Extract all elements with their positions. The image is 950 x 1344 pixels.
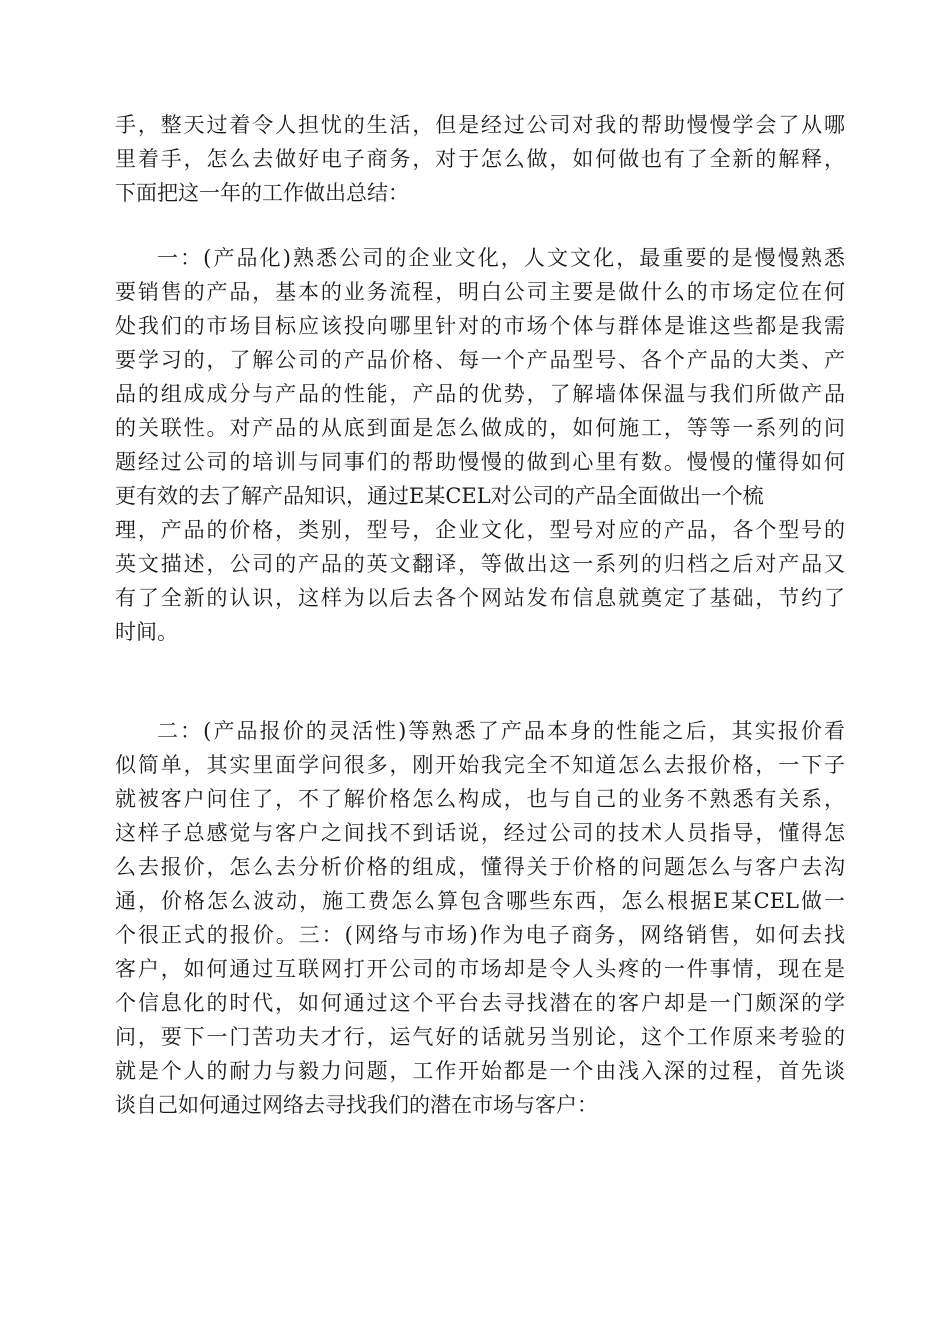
paragraph-line: 似简单，其实里面学问很多，刚开始我完全不知道怎么去报价格，一下子 (115, 753, 845, 777)
paragraph-line: 品的组成成分与产品的性能，产品的优势，了解墙体保温与我们所做产品 (115, 382, 845, 406)
paragraph-line: 个很正式的报价。三：(网络与市场)作为电子商务，网络销售，如何去找 (115, 923, 845, 947)
paragraph-line: 通，价格怎么波动，施工费怎么算包含哪些东西，怎么根据E某CEL做一 (115, 889, 845, 913)
paragraph-line: 一：(产品化)熟悉公司的企业文化，人文文化，最重要的是慢慢熟悉 (157, 246, 845, 270)
paragraph-line: 客户，如何通过互联网打开公司的市场却是令人头疼的一件事情，现在是 (115, 957, 845, 981)
paragraph-section-one (115, 241, 845, 649)
paragraph-line: 里着手，怎么去做好电子商务，对于怎么做，如何做也有了全新的解释， (115, 147, 845, 171)
paragraph-line: 问，要下一门苦功夫才行，运气好的话就另当别论，这个工作原来考验的 (115, 1025, 845, 1049)
paragraph-line: 要学习的，了解公司的产品价格、每一个产品型号、各个产品的大类、产 (115, 348, 845, 372)
paragraph-line: 就被客户问住了，不了解价格怎么构成，也与自己的业务不熟悉有关系， (115, 787, 845, 811)
paragraph-line: 么去报价，怎么去分析价格的组成，懂得关于价格的问题怎么与客户去沟 (115, 855, 845, 879)
paragraph-line: 有了全新的认识，这样为以后去各个网站发布信息就奠定了基础，节约了 (115, 586, 845, 610)
paragraph-line: 更有效的去了解产品知识，通过E某CEL对公司的产品全面做出一个梳 (115, 484, 764, 508)
paragraph-intro (115, 108, 845, 210)
paragraph-line: 时间。 (115, 620, 178, 644)
paragraph-line: 理，产品的价格，类别，型号，企业文化，型号对应的产品，各个型号的 (115, 518, 845, 542)
paragraph-line: 要销售的产品，基本的业务流程，明白公司主要是做什么的市场定位在何 (115, 280, 845, 304)
paragraph-line: 这样子总感觉与客户之间找不到话说，经过公司的技术人员指导，懂得怎 (115, 821, 845, 845)
paragraph-line: 个信息化的时代，如何通过这个平台去寻找潜在的客户却是一门颇深的学 (115, 991, 845, 1015)
paragraph-line: 的关联性。对产品的从底到面是怎么做成的，如何施工，等等一系列的问 (115, 416, 845, 440)
paragraph-line: 处我们的市场目标应该投向哪里针对的市场个体与群体是谁这些都是我需 (115, 314, 845, 338)
paragraph-line: 二：(产品报价的灵活性)等熟悉了产品本身的性能之后，其实报价看 (157, 719, 845, 743)
paragraph-line: 题经过公司的培训与同事们的帮助慢慢的做到心里有数。慢慢的懂得如何 (115, 450, 845, 474)
paragraph-line: 就是个人的耐力与毅力问题，工作开始都是一个由浅入深的过程，首先谈 (115, 1059, 845, 1083)
paragraph-line: 手，整天过着令人担忧的生活，但是经过公司对我的帮助慢慢学会了从哪 (115, 113, 845, 137)
paragraph-line: 谈自己如何通过网络去寻找我们的潜在市场与客户： (115, 1093, 598, 1117)
paragraph-section-two (115, 714, 845, 1122)
paragraph-line: 英文描述，公司的产品的英文翻译，等做出这一系列的归档之后对产品又 (115, 552, 845, 576)
paragraph-line: 下面把这一年的工作做出总结： (115, 181, 409, 205)
